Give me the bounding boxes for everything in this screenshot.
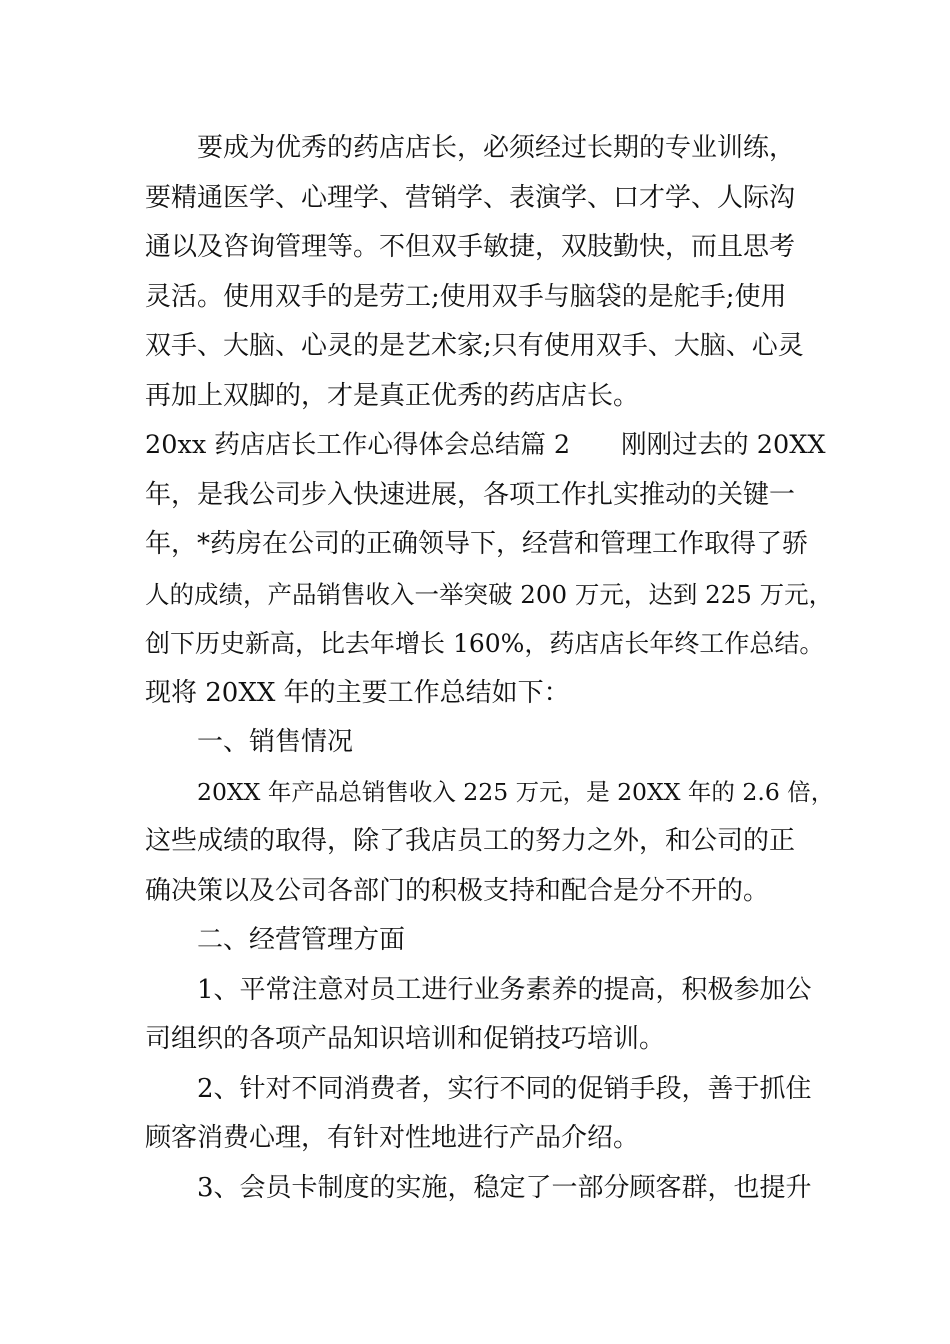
text-line: 再加上双脚的，才是真正优秀的药店店长。 [145,380,640,411]
text-line: 顾客消费心理，有针对性地进行产品介绍。 [145,1123,640,1153]
text-line: 要精通医学、心理学、营销学、表演学、口才学、人际沟 [145,182,796,213]
text-line: 20XX 年产品总销售收入 225 万元，是 20XX 年的 2.6 倍， [197,777,835,806]
text-line: 要成为优秀的药店店长，必须经过长期的专业训练， [197,133,796,163]
text-line: 创下历史新高，比去年增长 160%，药店店长年终工作总结。 [145,629,825,658]
text-line: 现将 20XX 年的主要工作总结如下： [145,677,570,708]
text-line: 年，*药房在公司的正确领导下，经营和管理工作取得了骄 [145,529,809,559]
text-line: 20xx 药店店长工作心得体会总结篇 2 刚刚过去的 20XX [145,430,826,460]
text-line: 确决策以及公司各部门的积极支持和配合是分不开的。 [145,875,770,906]
text-line: 一、销售情况 [197,727,354,757]
text-line: 3、会员卡制度的实施，稳定了一部分顾客群，也提升 [197,1172,812,1203]
text-line: 双手、大脑、心灵的是艺术家;只有使用双手、大脑、心灵 [145,331,804,361]
text-line: 二、经营管理方面 [197,925,406,955]
text-line: 人的成绩，产品销售收入一举突破 200 万元，达到 225 万元， [145,579,834,609]
text-line: 1、平常注意对员工进行业务素养的提高，积极参加公 [197,974,812,1005]
text-line: 灵活。使用双手的是劳工;使用双手与脑袋的是舵手;使用 [145,281,787,312]
text-line: 这些成绩的取得，除了我店员工的努力之外，和公司的正 [145,826,796,856]
text-line: 司组织的各项产品知识培训和促销技巧培训。 [145,1024,666,1054]
text-line: 通以及咨询管理等。不但双手敏捷，双肢勤快，而且思考 [145,232,796,262]
text-line: 2、针对不同消费者，实行不同的促销手段，善于抓住 [197,1073,812,1104]
text-line: 年，是我公司步入快速进展，各项工作扎实推动的关键一 [145,479,796,510]
document-body [145,124,835,1213]
